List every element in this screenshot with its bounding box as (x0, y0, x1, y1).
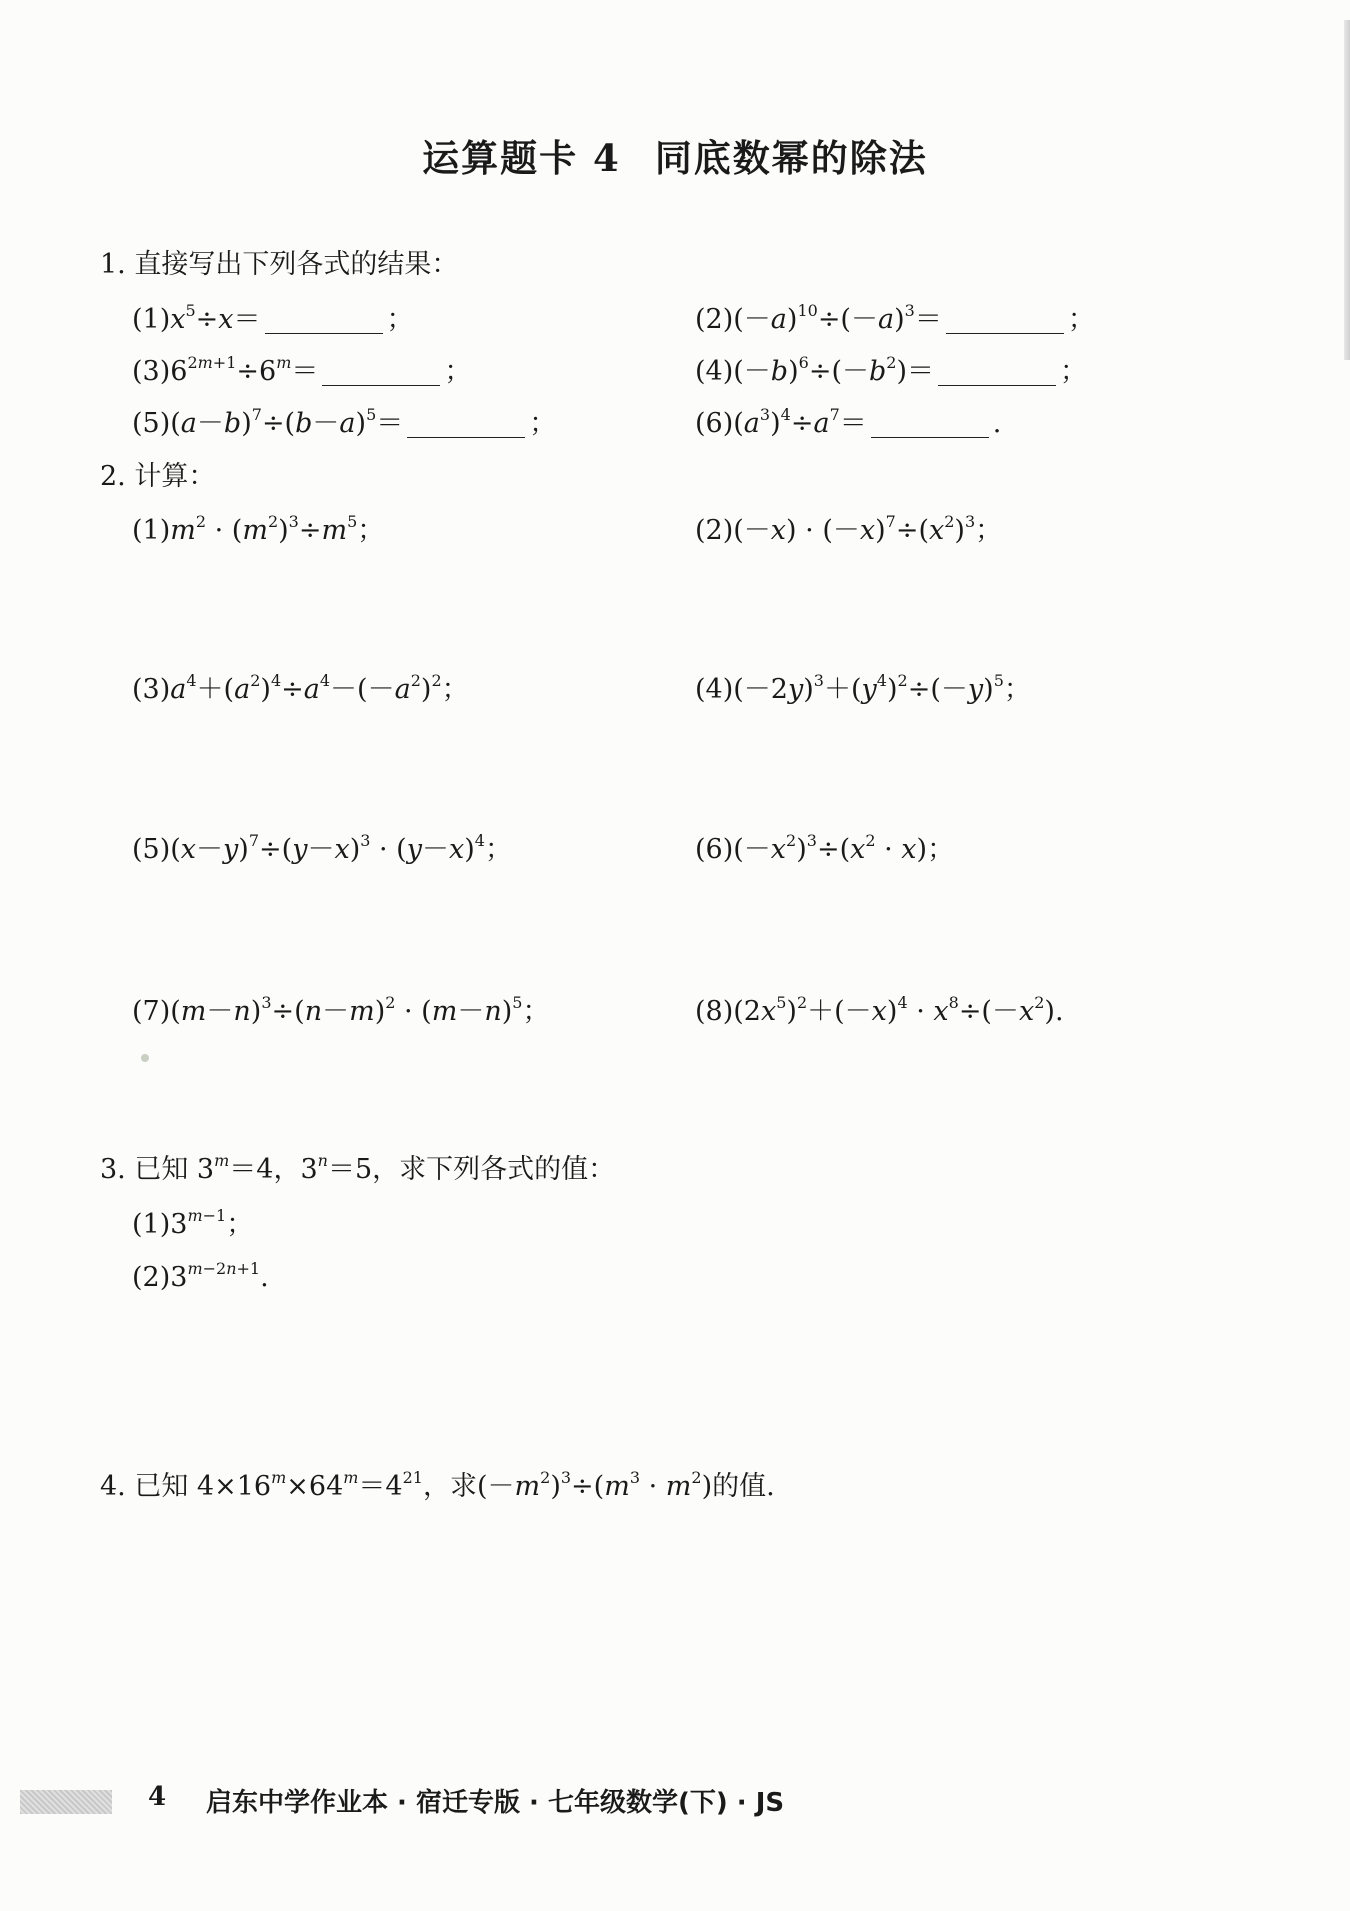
q4-text: 4. 已知 $4\times 16^m\times 64^m=4^{21}$，求$(-m^2)^3\div(m^3 \cdot m^2)$的值. (100, 1468, 775, 1502)
q2-item-6: $(6)(-x^2)^3\div(x^2 \cdot x)$； (695, 831, 955, 865)
footer-bar (20, 1790, 112, 1814)
q2-item-3: $(3)a^4+(a^2)^4\div a^4-(-a^2)^2$； (132, 671, 469, 705)
footer-text: 启东中学作业本 · 宿迁专版 · 七年级数学(下) · JS (206, 1788, 785, 1818)
page-edge (1344, 20, 1350, 360)
q1-item-1: $(1)x^5\div x=$ ； (132, 301, 414, 335)
stray-dot (141, 1054, 149, 1062)
title-main: 运算题卡 4 (422, 136, 621, 180)
q1-item-5: $(5)(a-b)^7\div(b-a)^5=$ ； (132, 405, 557, 439)
q2-item-1: $(1)m^2 \cdot (m^2)^3\div m^5$； (132, 512, 385, 546)
q2-item-5: $(5)(x-y)^7\div(y-x)^3 \cdot (y-x)^4$； (132, 831, 512, 865)
q2-item-8: $(8)(2x^5)^2+(-x)^4 \cdot x^8\div(-x^2)$. (695, 993, 1064, 1027)
answer-blank[interactable] (938, 357, 1056, 386)
answer-blank[interactable] (407, 409, 525, 438)
q2-item-7: $(7)(m-n)^3\div(n-m)^2 \cdot (m-n)^5$； (132, 993, 550, 1027)
title-sub: 同底数幂的除法 (654, 136, 928, 180)
q3-item-2: $(2)3^{m-2n+1}$. (132, 1259, 269, 1293)
q3-item-1: $(1)3^{m-1}$； (132, 1206, 254, 1240)
q1-item-2: $(2)(-a)^{10}\div(-a)^3=$ ； (695, 301, 1095, 335)
q1-heading: 1. 直接写出下列各式的结果： (100, 249, 459, 280)
answer-blank[interactable] (946, 305, 1064, 334)
q1-item-4: $(4)(-b)^6\div(-b^2)=$ ； (695, 353, 1088, 387)
q2-heading: 2. 计算： (100, 461, 216, 492)
q2-item-2: $(2)(-x) \cdot (-x)^7\div(x^2)^3$； (695, 512, 1003, 546)
page-title (0, 128, 1350, 182)
q1-item-6: $(6)(a^3)^4\div a^7=$ . (695, 405, 1002, 439)
answer-blank[interactable] (322, 357, 440, 386)
answer-blank[interactable] (871, 409, 989, 438)
q2-item-4: $(4)(-2y)^3+(y^4)^2\div(-y)^5$； (695, 671, 1031, 705)
q1-item-3: $(3)6^{2m+1}\div 6^m=$ ； (132, 353, 472, 387)
answer-blank[interactable] (265, 305, 383, 334)
page-number: 4 (148, 1782, 167, 1812)
q3-heading: 3. 已知 $3^m=4$，$3^n=5$，求下列各式的值： (100, 1151, 616, 1185)
